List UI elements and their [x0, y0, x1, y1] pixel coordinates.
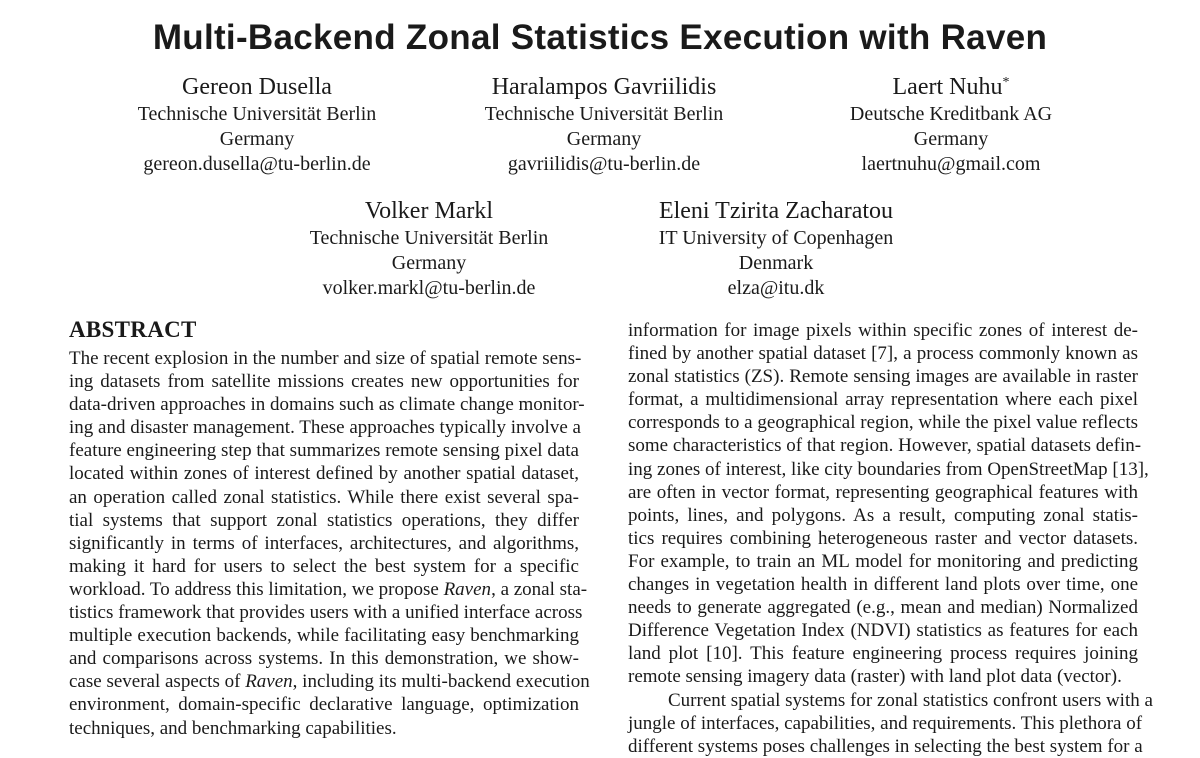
author-affiliation: Technische Universität Berlin	[484, 103, 724, 125]
author-email[interactable]: elza@itu.dk	[727, 277, 825, 299]
system-name: Raven	[245, 671, 293, 693]
abstract-line: feature engineering step that summarizes remote sensing pixel data	[69, 440, 579, 462]
author-affiliation: IT University of Copenhagen	[658, 227, 894, 249]
abstract-line: and comparisons across systems. In this demonstration, we show-	[69, 648, 579, 670]
author-affiliation: Technische Universität Berlin	[309, 227, 549, 249]
author-name	[761, 73, 1141, 102]
abstract-line: workload. To address this limitation, we propose Raven, a zonal sta-	[69, 578, 588, 600]
body-line: different systems poses challenges in selecting the best system for a	[628, 735, 1143, 757]
body-line: Current spatial systems for zonal statistics confront users with a	[668, 689, 1153, 711]
abstract-line: making it hard for users to select the best system for a specific	[69, 555, 579, 577]
body-line: land plot [10]. This feature engineering process requires joining	[628, 643, 1138, 665]
author-block	[586, 197, 966, 301]
body-line: For example, to train an ML model for monitoring and predicting	[628, 550, 1138, 572]
abstract-line: an operation called zonal statistics. While there exist several spa-	[69, 486, 579, 508]
left-column	[69, 316, 590, 740]
author-block	[67, 73, 447, 177]
abstract-line: The recent explosion in the number and size of spatial remote sens-	[69, 348, 582, 369]
abstract-body	[69, 347, 590, 740]
body-line: remote sensing imagery data (raster) with land plot data (vector).	[628, 666, 1122, 688]
abstract-line: significantly in terms of interfaces, architectures, and algorithms,	[69, 532, 579, 554]
body-line: are often in vector format, representing geographical features with	[628, 481, 1138, 503]
author-block	[414, 73, 794, 177]
system-name: Raven	[443, 578, 492, 600]
body-line: jungle of interfaces, capabilities, and requirements. This plethora of	[628, 712, 1143, 734]
right-column	[628, 319, 1153, 758]
author-email[interactable]: laertnuhu@gmail.com	[861, 153, 1041, 175]
author-name: Eleni Tzirita Zacharatou	[658, 198, 894, 224]
author-name: Gereon Dusella	[182, 74, 332, 100]
body-line: ing zones of interest, like city boundaries from OpenStreetMap [13],	[628, 458, 1149, 480]
author-email[interactable]: volker.markl@tu-berlin.de	[322, 277, 536, 299]
abstract-line: techniques, and benchmarking capabilities.	[69, 717, 397, 739]
author-email[interactable]: gereon.dusella@tu-berlin.de	[143, 153, 371, 175]
abstract-line: ing datasets from satellite missions creates new opportunities for	[69, 371, 579, 393]
abstract-line: located within zones of interest defined by another spatial dataset,	[69, 463, 579, 485]
body-line: fined by another spatial dataset [7], a process commonly known as	[628, 343, 1138, 365]
author-country: Germany	[391, 252, 467, 274]
abstract-line: tial systems that support zonal statistics operations, they differ	[69, 509, 579, 531]
body-line: tics requires combining heterogeneous raster and vector datasets.	[628, 527, 1138, 549]
paper-title: Multi-Backend Zonal Statistics Execution with Raven	[152, 18, 1048, 57]
body-line: Difference Vegetation Index (NDVI) statistics as features for each	[628, 620, 1138, 642]
body-line: points, lines, and polygons. As a result, computing zonal statis-	[628, 504, 1138, 526]
body-line: changes in vegetation health in different land plots over time, one	[628, 574, 1138, 596]
body-line: zonal statistics (ZS). Remote sensing images are available in raster	[628, 366, 1138, 388]
abstract-heading: ABSTRACT	[69, 317, 197, 342]
author-name-text: Laert Nuhu	[892, 74, 1003, 100]
author-affiliation: Technische Universität Berlin	[137, 103, 377, 125]
abstract-line: ing and disaster management. These approaches typically involve a	[69, 417, 581, 439]
abstract-line: data-driven approaches in domains such as climate change monitor-	[69, 394, 585, 416]
author-block	[761, 73, 1141, 177]
author-name: Volker Markl	[364, 198, 494, 224]
body-line: format, a multidimensional array representation where each pixel	[628, 389, 1138, 411]
author-name: Haralampos Gavriilidis	[491, 74, 717, 100]
author-block	[239, 197, 619, 301]
abstract-line: multiple execution backends, while facilitating easy benchmarking	[69, 625, 579, 647]
body-line: corresponds to a geographical region, while the pixel value reflects	[628, 412, 1138, 434]
author-country: Germany	[219, 128, 295, 150]
author-affiliation: Deutsche Kreditbank AG	[849, 103, 1053, 125]
author-footnote-mark: *	[1002, 75, 1010, 90]
author-email[interactable]: gavriilidis@tu-berlin.de	[507, 153, 701, 175]
body-line: some characteristics of that region. However, spatial datasets defin-	[628, 435, 1142, 457]
abstract-line: environment, domain-specific declarative language, optimization	[69, 694, 579, 716]
abstract-line: case several aspects of Raven, including its multi-backend execution	[69, 671, 590, 693]
abstract-line: tistics framework that provides users with a unified interface across	[69, 602, 583, 624]
author-country: Germany	[566, 128, 642, 150]
body-line: information for image pixels within specific zones of interest de-	[628, 320, 1138, 341]
author-country: Denmark	[738, 252, 814, 274]
author-country: Germany	[913, 128, 989, 150]
body-line: needs to generate aggregated (e.g., mean and median) Normalized	[628, 597, 1138, 619]
